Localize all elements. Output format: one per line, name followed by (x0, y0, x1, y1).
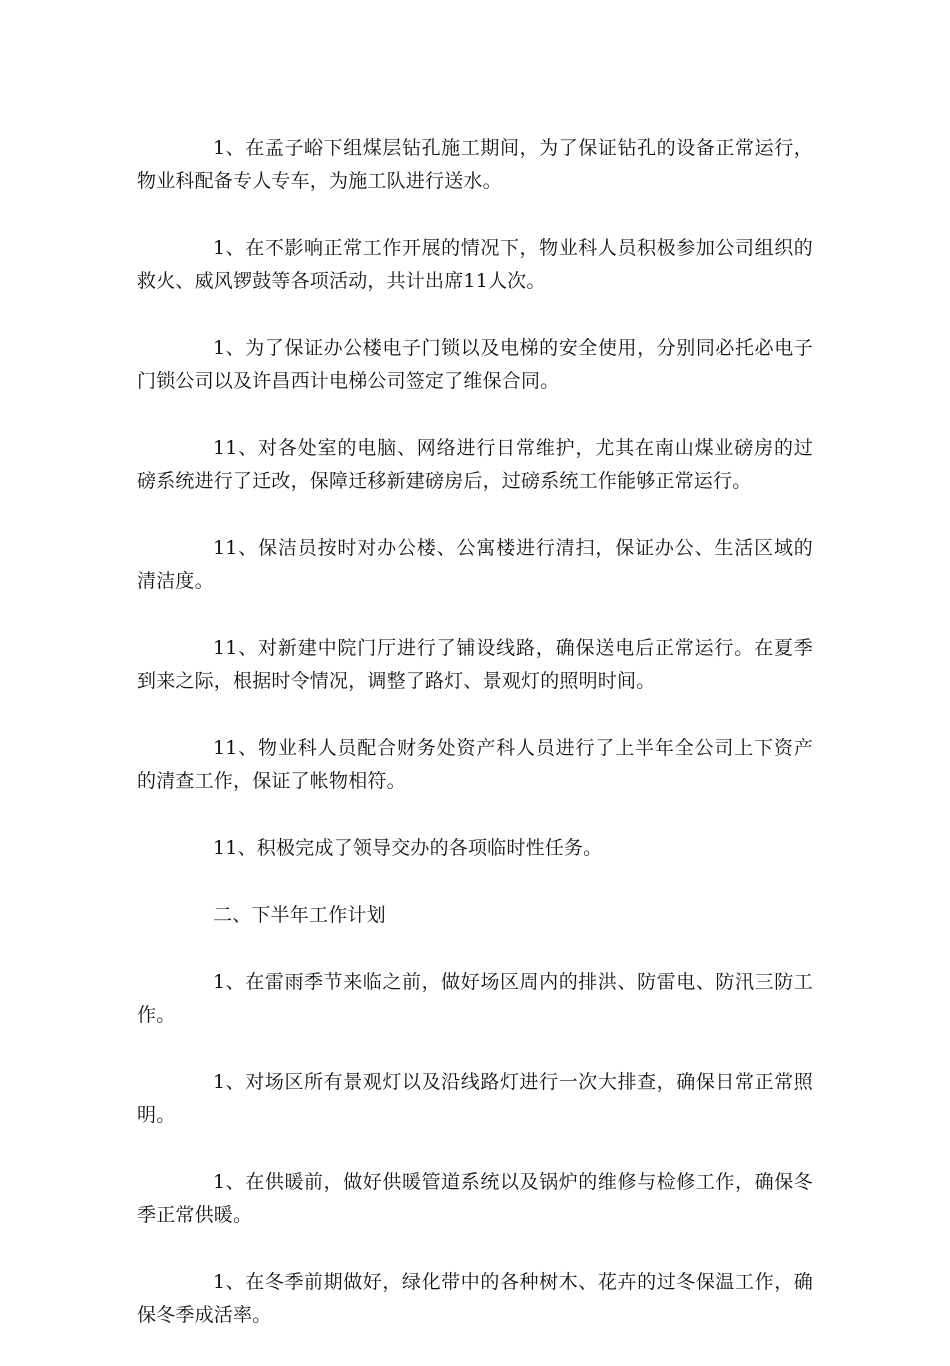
paragraph-1: 1、在孟子峪下组煤层钻孔施工期间，为了保证钻孔的设备正常运行，物业科配备专人专车，为施工队进行送水。 (137, 137, 813, 192)
document-body (137, 132, 813, 1366)
paragraph-12: 1、在冬季前期做好，绿化带中的各种树木、花卉的过冬保温工作，确保冬季成活率。 (137, 1271, 813, 1326)
section-heading: 二、下半年工作计划 (213, 904, 386, 926)
paragraph-9: 1、在雷雨季节来临之前，做好场区周内的排洪、防雷电、防汛三防工作。 (137, 971, 813, 1026)
paragraph-7: 11、物业科人员配合财务处资产科人员进行了上半年全公司上下资产的清查工作，保证了帐物相符。 (137, 737, 813, 792)
paragraph-2: 1、在不影响正常工作开展的情况下，物业科人员积极参加公司组织的救火、威风锣鼓等各项活动，共计出席11人次。 (137, 237, 813, 292)
paragraph-6: 11、对新建中院门厅进行了铺设线路，确保送电后正常运行。在夏季到来之际，根据时令情况，调整了路灯、景观灯的照明时间。 (137, 637, 813, 692)
paragraph-3: 1、为了保证办公楼电子门锁以及电梯的安全使用，分别同必托必电子门锁公司以及许昌西计电梯公司签定了维保合同。 (137, 337, 813, 392)
paragraph-11: 1、在供暖前，做好供暖管道系统以及锅炉的维修与检修工作，确保冬季正常供暖。 (137, 1171, 813, 1226)
paragraph-5: 11、保洁员按时对办公楼、公寓楼进行清扫，保证办公、生活区域的清洁度。 (137, 537, 813, 592)
paragraph-10: 1、对场区所有景观灯以及沿线路灯进行一次大排查，确保日常正常照明。 (137, 1071, 813, 1126)
paragraph-4: 11、对各处室的电脑、网络进行日常维护，尤其在南山煤业磅房的过磅系统进行了迁改，保障迁移新建磅房后，过磅系统工作能够正常运行。 (137, 437, 813, 492)
paragraph-8: 11、积极完成了领导交办的各项临时性任务。 (213, 837, 603, 859)
